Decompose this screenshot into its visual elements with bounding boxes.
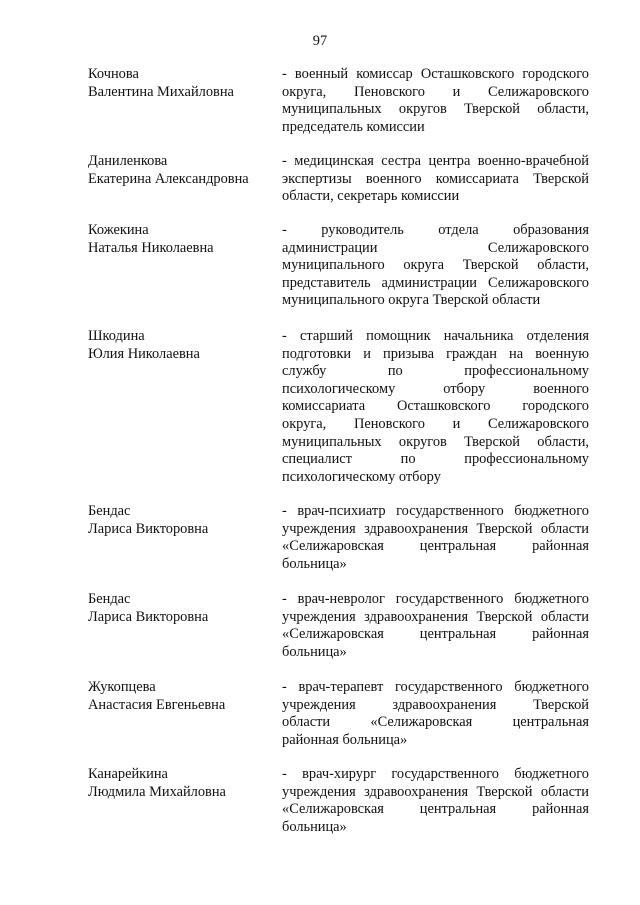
- role-line: «Селижаровская центральная районная: [282, 801, 589, 818]
- member-role: [282, 766, 589, 836]
- role-line: области, секретарь комиссии: [282, 188, 460, 205]
- role-line: - врач-хирург государственного бюджетного: [282, 766, 589, 782]
- member-name: [88, 679, 278, 714]
- member-given-names: Лариса Викторовна: [88, 520, 209, 537]
- role-line: - врач-терапевт государственного бюджетного: [282, 679, 589, 695]
- role-line: психологическому отбору: [282, 468, 441, 485]
- role-line: муниципальных округов Тверской области,: [282, 101, 589, 118]
- member-name: [88, 66, 278, 101]
- role-line: - старший помощник начальника отделения: [282, 328, 589, 344]
- role-line: специалист по профессиональному: [282, 451, 589, 468]
- member-surname: Бендас: [88, 503, 131, 519]
- role-line: психологическому отбору военного: [282, 380, 589, 397]
- role-line: «Селижаровская центральная районная: [282, 538, 589, 555]
- member-surname: Бендас: [88, 591, 131, 607]
- role-line: - военный комиссар Осташковского городского: [282, 66, 589, 82]
- member-surname: Канарейкина: [88, 766, 168, 782]
- role-line: больница»: [282, 555, 347, 572]
- member-name: [88, 766, 278, 801]
- role-line: округа, Пеновского и Селижаровского: [282, 83, 589, 100]
- member-role: [282, 591, 589, 661]
- member-given-names: Екатерина Александровна: [88, 170, 249, 187]
- member-role: [282, 222, 589, 310]
- member-given-names: Людмила Михайловна: [88, 783, 226, 800]
- role-line: представитель администрации Селижаровского: [282, 274, 589, 291]
- role-line: районная больница»: [282, 731, 408, 748]
- role-line: комиссариата Осташковского городского: [282, 398, 589, 415]
- member-surname: Кожекина: [88, 222, 149, 238]
- role-line: муниципального округа Тверской области: [282, 292, 541, 309]
- role-line: муниципального округа Тверской области,: [282, 257, 589, 274]
- role-line: службу по профессиональному: [282, 363, 589, 380]
- member-role: [282, 503, 589, 573]
- member-given-names: Валентина Михайловна: [88, 83, 234, 100]
- member-surname: Даниленкова: [88, 153, 168, 169]
- role-line: учреждения здравоохранения Тверской области: [282, 783, 589, 800]
- member-surname: Шкодина: [88, 328, 145, 344]
- member-given-names: Наталья Николаевна: [88, 239, 214, 256]
- member-given-names: Анастасия Евгеньевна: [88, 696, 226, 713]
- role-line: «Селижаровская центральная районная: [282, 626, 589, 643]
- member-role: [282, 328, 589, 486]
- role-line: учреждения здравоохранения Тверской области: [282, 608, 589, 625]
- role-line: муниципальных округов Тверской области,: [282, 433, 589, 450]
- role-line: председатель комиссии: [282, 118, 425, 135]
- role-line: учреждения здравоохранения Тверской области: [282, 520, 589, 537]
- member-surname: Кочнова: [88, 66, 139, 82]
- member-name: [88, 591, 278, 626]
- role-line: подготовки и призыва граждан на военную: [282, 345, 589, 362]
- role-line: - руководитель отдела образования: [282, 222, 589, 238]
- member-name: [88, 153, 278, 188]
- role-line: округа, Пеновского и Селижаровского: [282, 415, 589, 432]
- member-surname: Жукопцева: [88, 679, 156, 695]
- role-line: - врач-невролог государственного бюджетного: [282, 591, 589, 607]
- member-given-names: Юлия Николаевна: [88, 345, 200, 362]
- member-role: [282, 679, 589, 749]
- role-line: больница»: [282, 643, 347, 660]
- member-given-names: Лариса Викторовна: [88, 608, 209, 625]
- member-role: [282, 66, 589, 136]
- member-name: [88, 328, 278, 363]
- role-line: области «Селижаровская центральная: [282, 714, 589, 731]
- member-name: [88, 222, 278, 257]
- page-number: 97: [312, 33, 328, 49]
- member-role: [282, 153, 589, 206]
- role-line: - медицинская сестра центра военно-врачебной: [282, 153, 589, 169]
- role-line: - врач-психиатр государственного бюджетного: [282, 503, 589, 519]
- role-line: больница»: [282, 818, 347, 835]
- role-line: администрации Селижаровского: [282, 239, 589, 256]
- member-name: [88, 503, 278, 538]
- role-line: учреждения здравоохранения Тверской: [282, 696, 589, 713]
- role-line: экспертизы военного комиссариата Тверской: [282, 170, 589, 187]
